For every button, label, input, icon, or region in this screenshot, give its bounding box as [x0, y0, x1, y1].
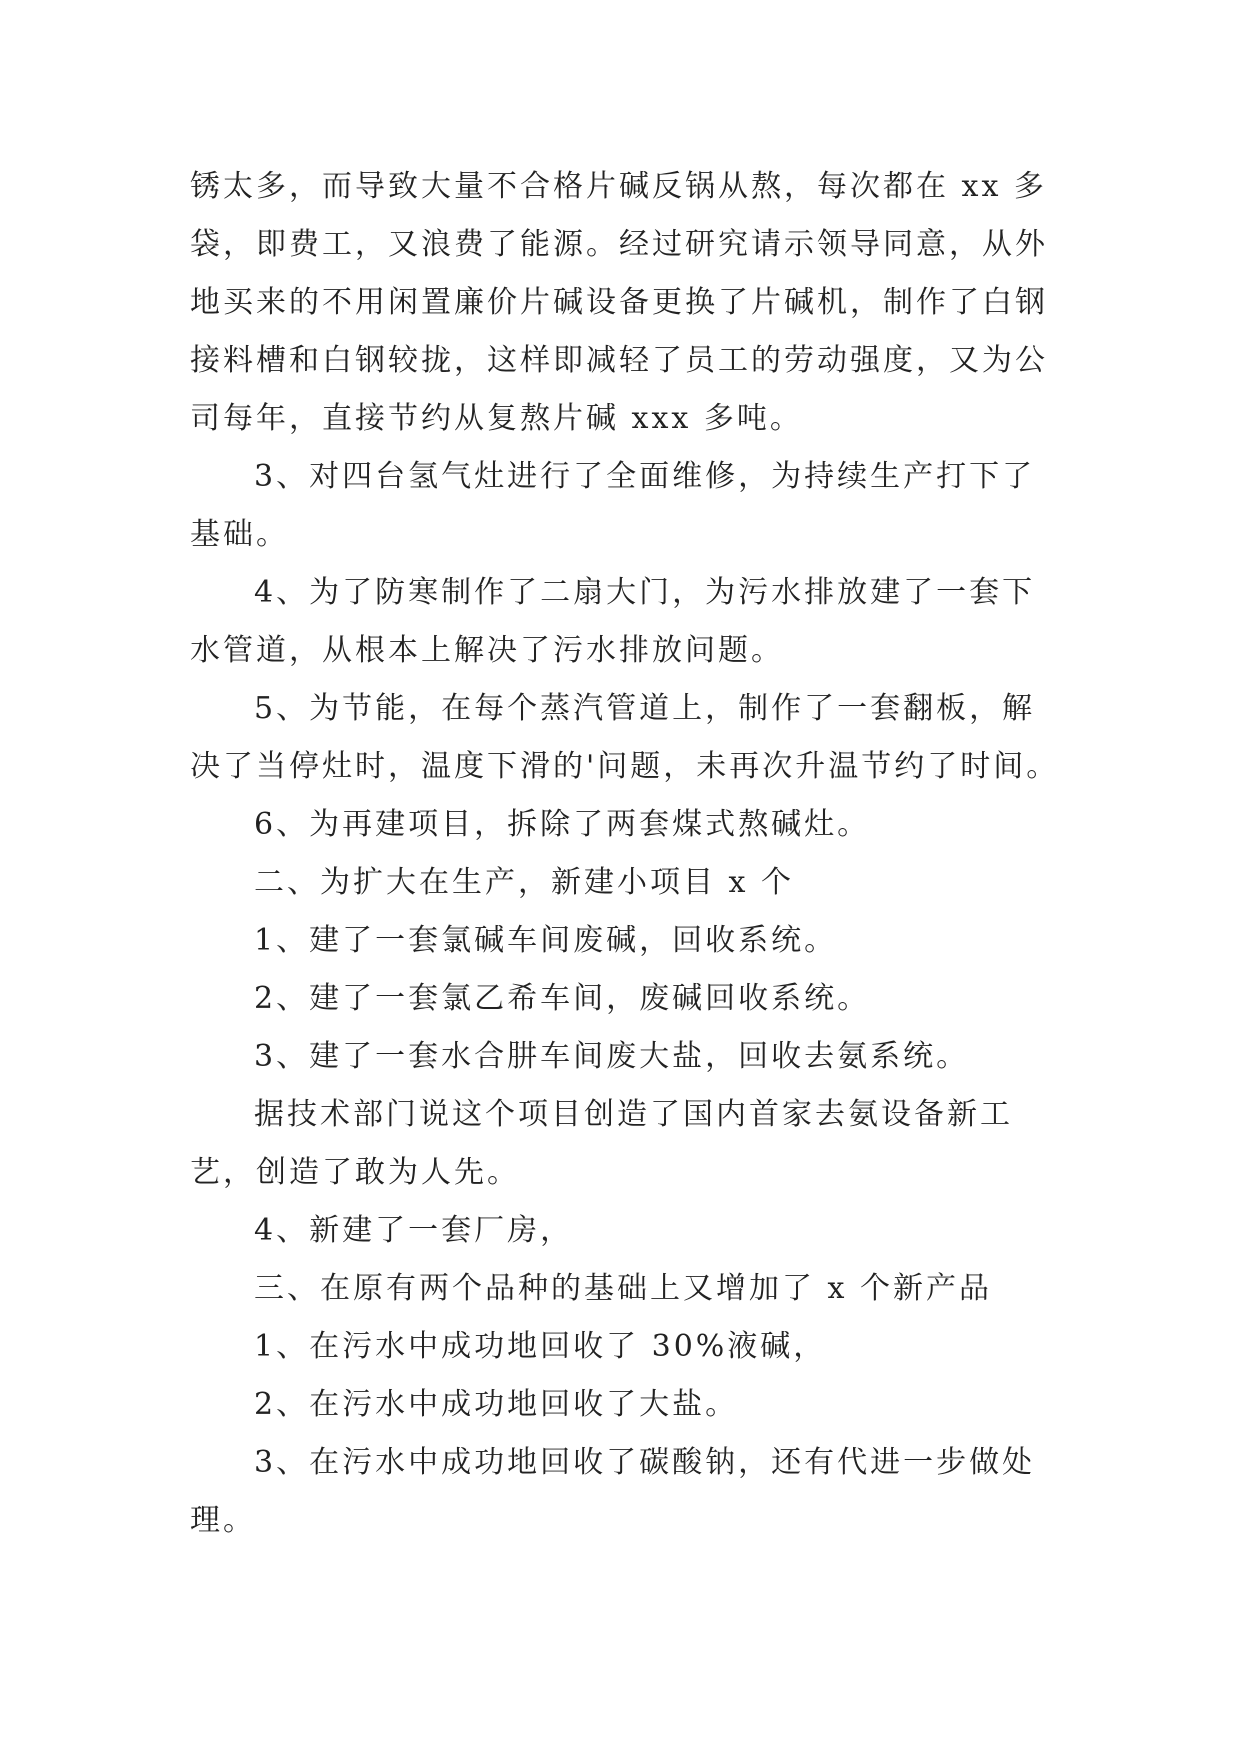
text-line: 6、为再建项目，拆除了两套煤式熬碱灶。	[254, 807, 871, 842]
text-line: 3、对四台氢气灶进行了全面维修，为持续生产打下了	[254, 459, 1036, 494]
text-line: 艺，创造了敢为人先。	[190, 1155, 520, 1190]
text-line: 3、建了一套水合肼车间废大盐，回收去氨系统。	[254, 1039, 970, 1074]
text-line: 水管道，从根本上解决了污水排放问题。	[190, 633, 784, 668]
text-line: 基础。	[190, 517, 289, 552]
section-heading: 三、在原有两个品种的基础上又增加了 x 个新产品	[254, 1271, 992, 1306]
text-line: 地买来的不用闲置廉价片碱设备更换了片碱机，制作了白钢	[190, 285, 1048, 320]
text-line: 司每年，直接节约从复熬片碱 xxx 多吨。	[190, 401, 803, 436]
text-line: 1、建了一套氯碱车间废碱，回收系统。	[254, 923, 838, 958]
section-heading: 二、为扩大在生产，新建小项目 x 个	[254, 865, 794, 900]
document-body	[190, 158, 1070, 1550]
text-line: 据技术部门说这个项目创造了国内首家去氨设备新工	[254, 1097, 1013, 1132]
text-line: 2、在污水中成功地回收了大盐。	[254, 1387, 739, 1422]
text-line: 4、新建了一套厂房，	[254, 1213, 574, 1248]
text-line: 5、为节能，在每个蒸汽管道上，制作了一套翻板，解	[254, 691, 1036, 726]
text-line: 3、在污水中成功地回收了碳酸钠，还有代进一步做处	[254, 1445, 1036, 1480]
text-line: 决了当停灶时，温度下滑的'问题，未再次升温节约了时间。	[190, 749, 1060, 784]
text-line: 2、建了一套氯乙希车间，废碱回收系统。	[254, 981, 871, 1016]
text-line: 接料槽和白钢较拢，这样即减轻了员工的劳动强度，又为公	[190, 343, 1048, 378]
text-line: 袋，即费工，又浪费了能源。经过研究请示领导同意，从外	[190, 227, 1048, 262]
text-line: 4、为了防寒制作了二扇大门，为污水排放建了一套下	[254, 575, 1036, 610]
text-line: 锈太多，而导致大量不合格片碱反锅从熬，每次都在 xx 多	[190, 169, 1047, 204]
text-line: 理。	[190, 1503, 256, 1538]
text-line: 1、在污水中成功地回收了 30%液碱，	[254, 1329, 827, 1364]
